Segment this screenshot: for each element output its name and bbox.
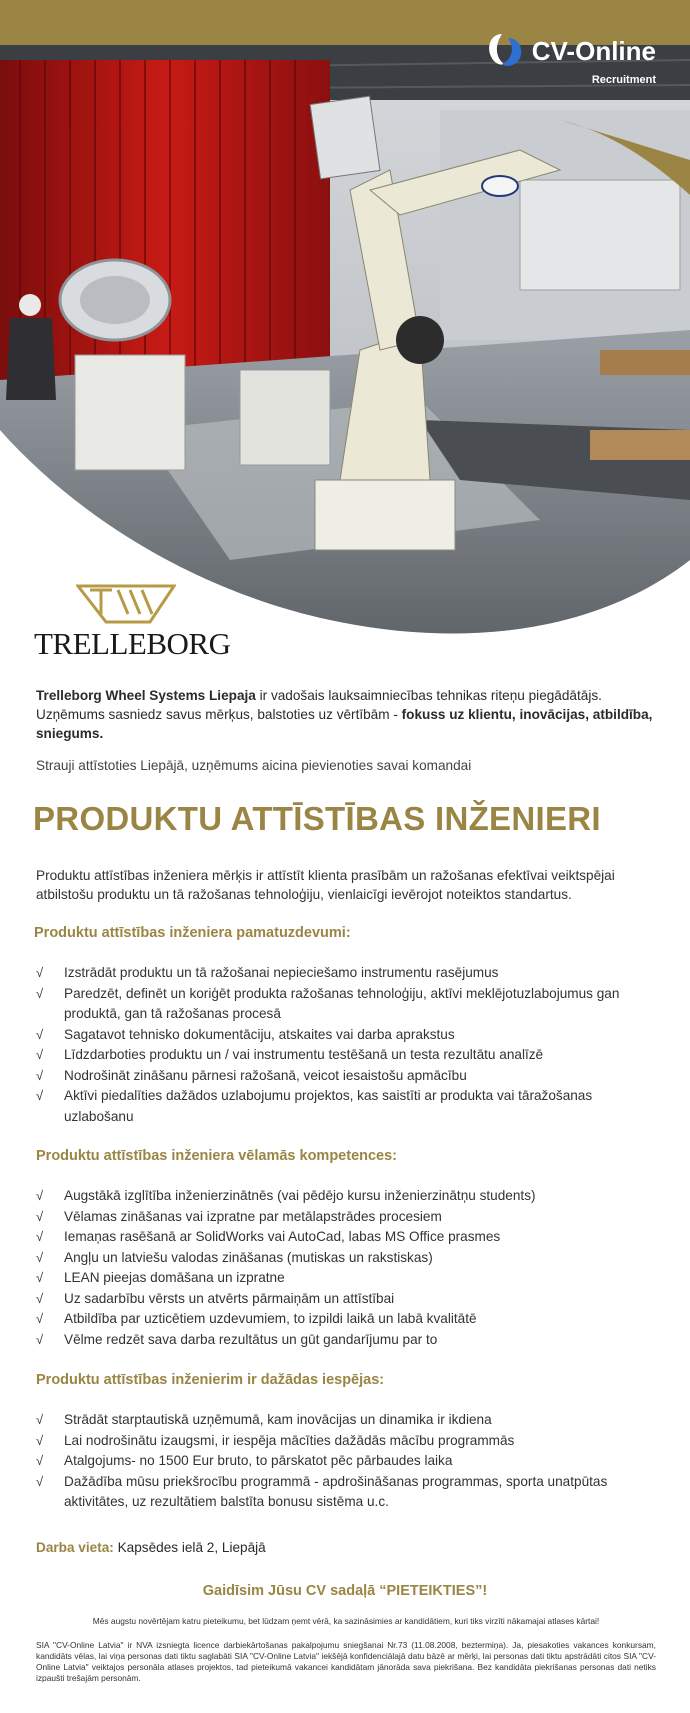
section-heading: Produktu attīstības inženierim ir dažādas iespējas: [36, 1372, 385, 1388]
cv-online-mark-icon [484, 30, 526, 72]
check-icon: √ [36, 1208, 44, 1224]
list-item: √ Angļu un latviešu valodas zināšanas (mutiskas un rakstiskas) [36, 1248, 656, 1269]
list-item: √ Augstākā izglītība inženierzinātnēs (vai pēdējo kursu inženierzinātņu students) [36, 1186, 656, 1207]
check-icon: √ [36, 1047, 44, 1062]
list-item: √ LEAN pieejas domāšana un izpratne [36, 1268, 656, 1289]
competences-list [36, 1186, 656, 1350]
check-icon: √ [36, 1412, 44, 1427]
cv-online-name: CV-Online [531, 36, 656, 66]
section-competences [36, 1148, 656, 1350]
check-icon: √ [36, 1432, 44, 1448]
list-item: √ Atbildība par uzticētiem uzdevumiem, to izpildi laikā un labā kvalitātē [36, 1309, 656, 1330]
work-location [36, 1540, 656, 1555]
list-item: √ Nodrošināt zināšanu pārnesi ražošanā, veicot iesaistošu apmācību [36, 1066, 656, 1087]
check-icon: √ [36, 1026, 44, 1042]
intro-text: ir vadošais lauksaimniecības tehnikas riteņu piegādātājs. Uzņēmums sasniedz savus mērķus, balstoties uz vērtībām - [36, 688, 602, 722]
list-item: √ Strādāt starptautiskā uzņēmumā, kam inovācijas un dinamika ir ikdiena [36, 1410, 656, 1431]
check-icon: √ [36, 1088, 44, 1103]
list-item: √ Aktīvi piedalīties dažādos uzlabojumu projektos, kas saistīti ar produkta vai tāražošanas uzlabošanu [36, 1088, 593, 1124]
job-title: PRODUKTU ATTĪSTĪBAS INŽENIERI [33, 800, 601, 837]
cv-online-logo[interactable] [484, 30, 656, 86]
selection-note: Mēs augstu novērtējam katru pieteikumu, bet lūdzam ņemt vērā, ka sazināsimies ar kandidātiem, kuri tiks virzīti nākamajai atlases kārtai! [92, 1616, 600, 1626]
list-item: √ Sagatavot tehnisko dokumentāciju, atskaites vai darba aprakstus [36, 1025, 656, 1046]
opportunities-list [36, 1410, 656, 1513]
check-icon: √ [36, 1067, 44, 1083]
list-item: √ Dažādība mūsu priekšrocību programmā - apdrošināšanas programmas, sporta unatpūtas aktivitātes, uz rezultātiem balstīta bonusu sistēma u.c. [36, 1473, 608, 1509]
location-value: Kapsēdes ielā 2, Liepājā [113, 1540, 266, 1555]
check-icon: √ [36, 1249, 44, 1265]
list-item: √ Lai nodrošinātu izaugsmi, ir iespēja mācīties dažādās mācību programmās [36, 1431, 656, 1452]
check-icon: √ [36, 1229, 44, 1244]
check-icon: √ [36, 1453, 44, 1468]
list-item: √ Līdzdarboties produktu un / vai instrumentu testēšanā un testa rezultātu analīzē [36, 1045, 656, 1066]
hero-banner [0, 0, 690, 640]
cv-online-sub: Recruitment [591, 74, 656, 86]
check-icon: √ [36, 1473, 44, 1489]
list-item: √ Uz sadarbību vērsts un atvērts pārmaiņām un attīstībai [36, 1289, 656, 1310]
intro-values: fokuss uz klientu, inovācijas, atbildība, sniegums. [36, 707, 653, 741]
list-item: √ Atalgojums- no 1500 Eur bruto, to pārskatot pēc pārbaudes laika [36, 1451, 656, 1472]
list-item: √ Vēlamas zināšanas vai izpratne par metālapstrādes procesiem [36, 1207, 656, 1228]
list-item: √ Izstrādāt produktu un tā ražošanai nepieciešamo instrumentu rasējumus [36, 963, 656, 984]
trelleborg-logo [34, 584, 231, 662]
list-item: √ Iemaņas rasēšanā ar SolidWorks vai AutoCad, labas MS Office prasmes [36, 1227, 656, 1248]
license-disclaimer: SIA "CV-Online Latvia" ir NVA izsniegta licence darbiekārtošanas pakalpojumu sniegšanai Nr.73 (11.08.2008, beztermiņa). Ja, piesakoties vakances konkursam, kandidāts vēlas, lai viņa personas dati tiktu saglabāti SIA "CV-Online Latvia" iekšējā konfidenciālajā datu bāzē ar mērķi, lai personas dati tiktu apstrādāti citos SIA "CV-Online Latvia" veiktajos personāla atlases projektos, tad pieteikumā vakancei kandidātam jānorāda sava piekrišana. Bez kandidāta piekrišanas personas dati netiks izpaušti trešajām personām. [36, 1640, 656, 1683]
factory-photo [0, 36, 690, 640]
job-description: Produktu attīstības inženiera mērķis ir attīstīt klienta prasībām un ražošanas efektīvai veiktspējai atbilstošu produktu un tā ražošanas tehnoloģiju, vienlaicīgi ievērojot noteiktos standartus. [36, 868, 615, 902]
check-icon: √ [36, 1311, 44, 1326]
company-name: Trelleborg Wheel Systems Liepaja [36, 688, 256, 703]
intro-paragraph [36, 686, 656, 743]
section-heading: Produktu attīstības inženiera pamatuzdevumi: [34, 925, 351, 941]
check-icon: √ [36, 1331, 44, 1347]
section-heading: Produktu attīstības inženiera vēlamās kompetences: [36, 1148, 398, 1164]
check-icon: √ [36, 965, 44, 980]
trelleborg-wordmark: TRELLEBORG [34, 626, 231, 661]
check-icon: √ [36, 1290, 44, 1306]
section-duties [36, 925, 656, 1127]
list-item: √ Paredzēt, definēt un koriģēt produkta ražošanas tehnoloģiju, aktīvi meklējotuzlabojumus gan produktā, gan tā ražošanas procesā [36, 985, 620, 1021]
location-label: Darba vieta: [36, 1540, 114, 1555]
check-icon: √ [36, 1270, 44, 1285]
apply-call-to-action[interactable]: Gaidīsim Jūsu CV sadaļā “PIETEIKTIES”! [202, 1583, 488, 1599]
intro-invite: Strauji attīstoties Liepājā, uzņēmums aicina pievienoties savai komandai [36, 758, 472, 773]
check-icon: √ [36, 985, 44, 1001]
duties-list [36, 963, 656, 1127]
check-icon: √ [36, 1188, 44, 1203]
section-opportunities [36, 1372, 656, 1513]
list-item: √ Vēlme redzēt sava darba rezultātus un gūt gandarījumu par to [36, 1330, 656, 1351]
trelleborg-emblem-icon [76, 584, 176, 624]
